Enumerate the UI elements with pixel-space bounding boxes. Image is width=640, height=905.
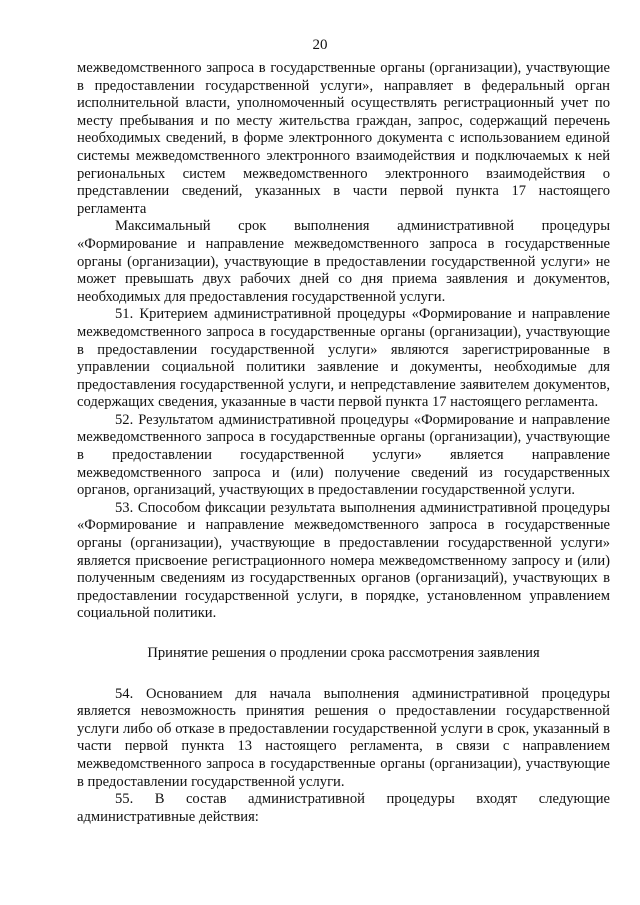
section-heading: Принятие решения о продлении срока рассмотрения заявления (147, 645, 540, 661)
paragraph-54: 54. Основанием для начала выполнения административной процедуры является невозможность принятия решения о предоставлении государственной услуги либо об отказе в предоставлении государственной услуги в срок, указанный в части первой пункта 13 настоящего регламента, в связи с направлением межведомственного запроса в государственные органы (организации), участвующие в предоставлении государственной услуги. (77, 685, 610, 790)
page-number: 20 (312, 37, 328, 53)
paragraph-52: 52. Результатом административной процедуры «Формирование и направление межведомственного запроса в государственные органы (организации), участвующие в предоставлении государственной услуги» является направление межведомственного запроса и (или) получение сведений из государственных органов, организаций, участвующих в предоставлении государственной услуги. (77, 411, 610, 499)
paragraph-continued: межведомственного запроса в государственные органы (организации), участвующие в предоставлении государственной услуги», направляет в федеральный орган исполнительной власти, уполномоченный осуществлять регистрационный учет по месту пребывания и по месту жительства граждан, запрос, содержащий перечень необходимых сведений, в форме электронного документа с использованием единой системы межведомственного электронного взаимодействия и подключаемых к ней региональных систем межведомственного электронного взаимодействия о представлении сведений, указанных в части первой пункта 17 настоящего регламента (77, 60, 610, 217)
paragraph-53: 53. Способом фиксации результата выполнения административной процедуры «Формирование и направление межведомственного запроса в государственные органы (организации), участвующие в предоставлении государственной услуги» является присвоение регистрационного номера межведомственному запросу и (или) полученным сведениям из государственных органов (организаций), участвующих в предоставлении государственной услуги, в порядке, установленном управлением социальной политики. (77, 499, 610, 622)
paragraph-51: 51. Критерием административной процедуры «Формирование и направление межведомственного запроса в государственные органы (организации), участвующие в предоставлении государственной услуги» являются зарегистрированные в управлении социальной политики заявление и документы, необходимые для предоставления государственной услуги, и непредставление заявителем документов, содержащих сведения, указанные в части первой пункта 17 настоящего регламента. (77, 306, 610, 411)
paragraph-max-term: Максимальный срок выполнения административной процедуры «Формирование и направление межведомственного запроса в государственные органы (организации), участвующие в предоставлении государственной услуги» не может превышать двух рабочих дней со дня приема заявления и документов, необходимых для предоставления государственной услуги. (77, 218, 610, 305)
paragraph-55: 55. В состав административной процедуры входят следующие административные действия: (77, 791, 610, 825)
document-body (77, 60, 610, 826)
